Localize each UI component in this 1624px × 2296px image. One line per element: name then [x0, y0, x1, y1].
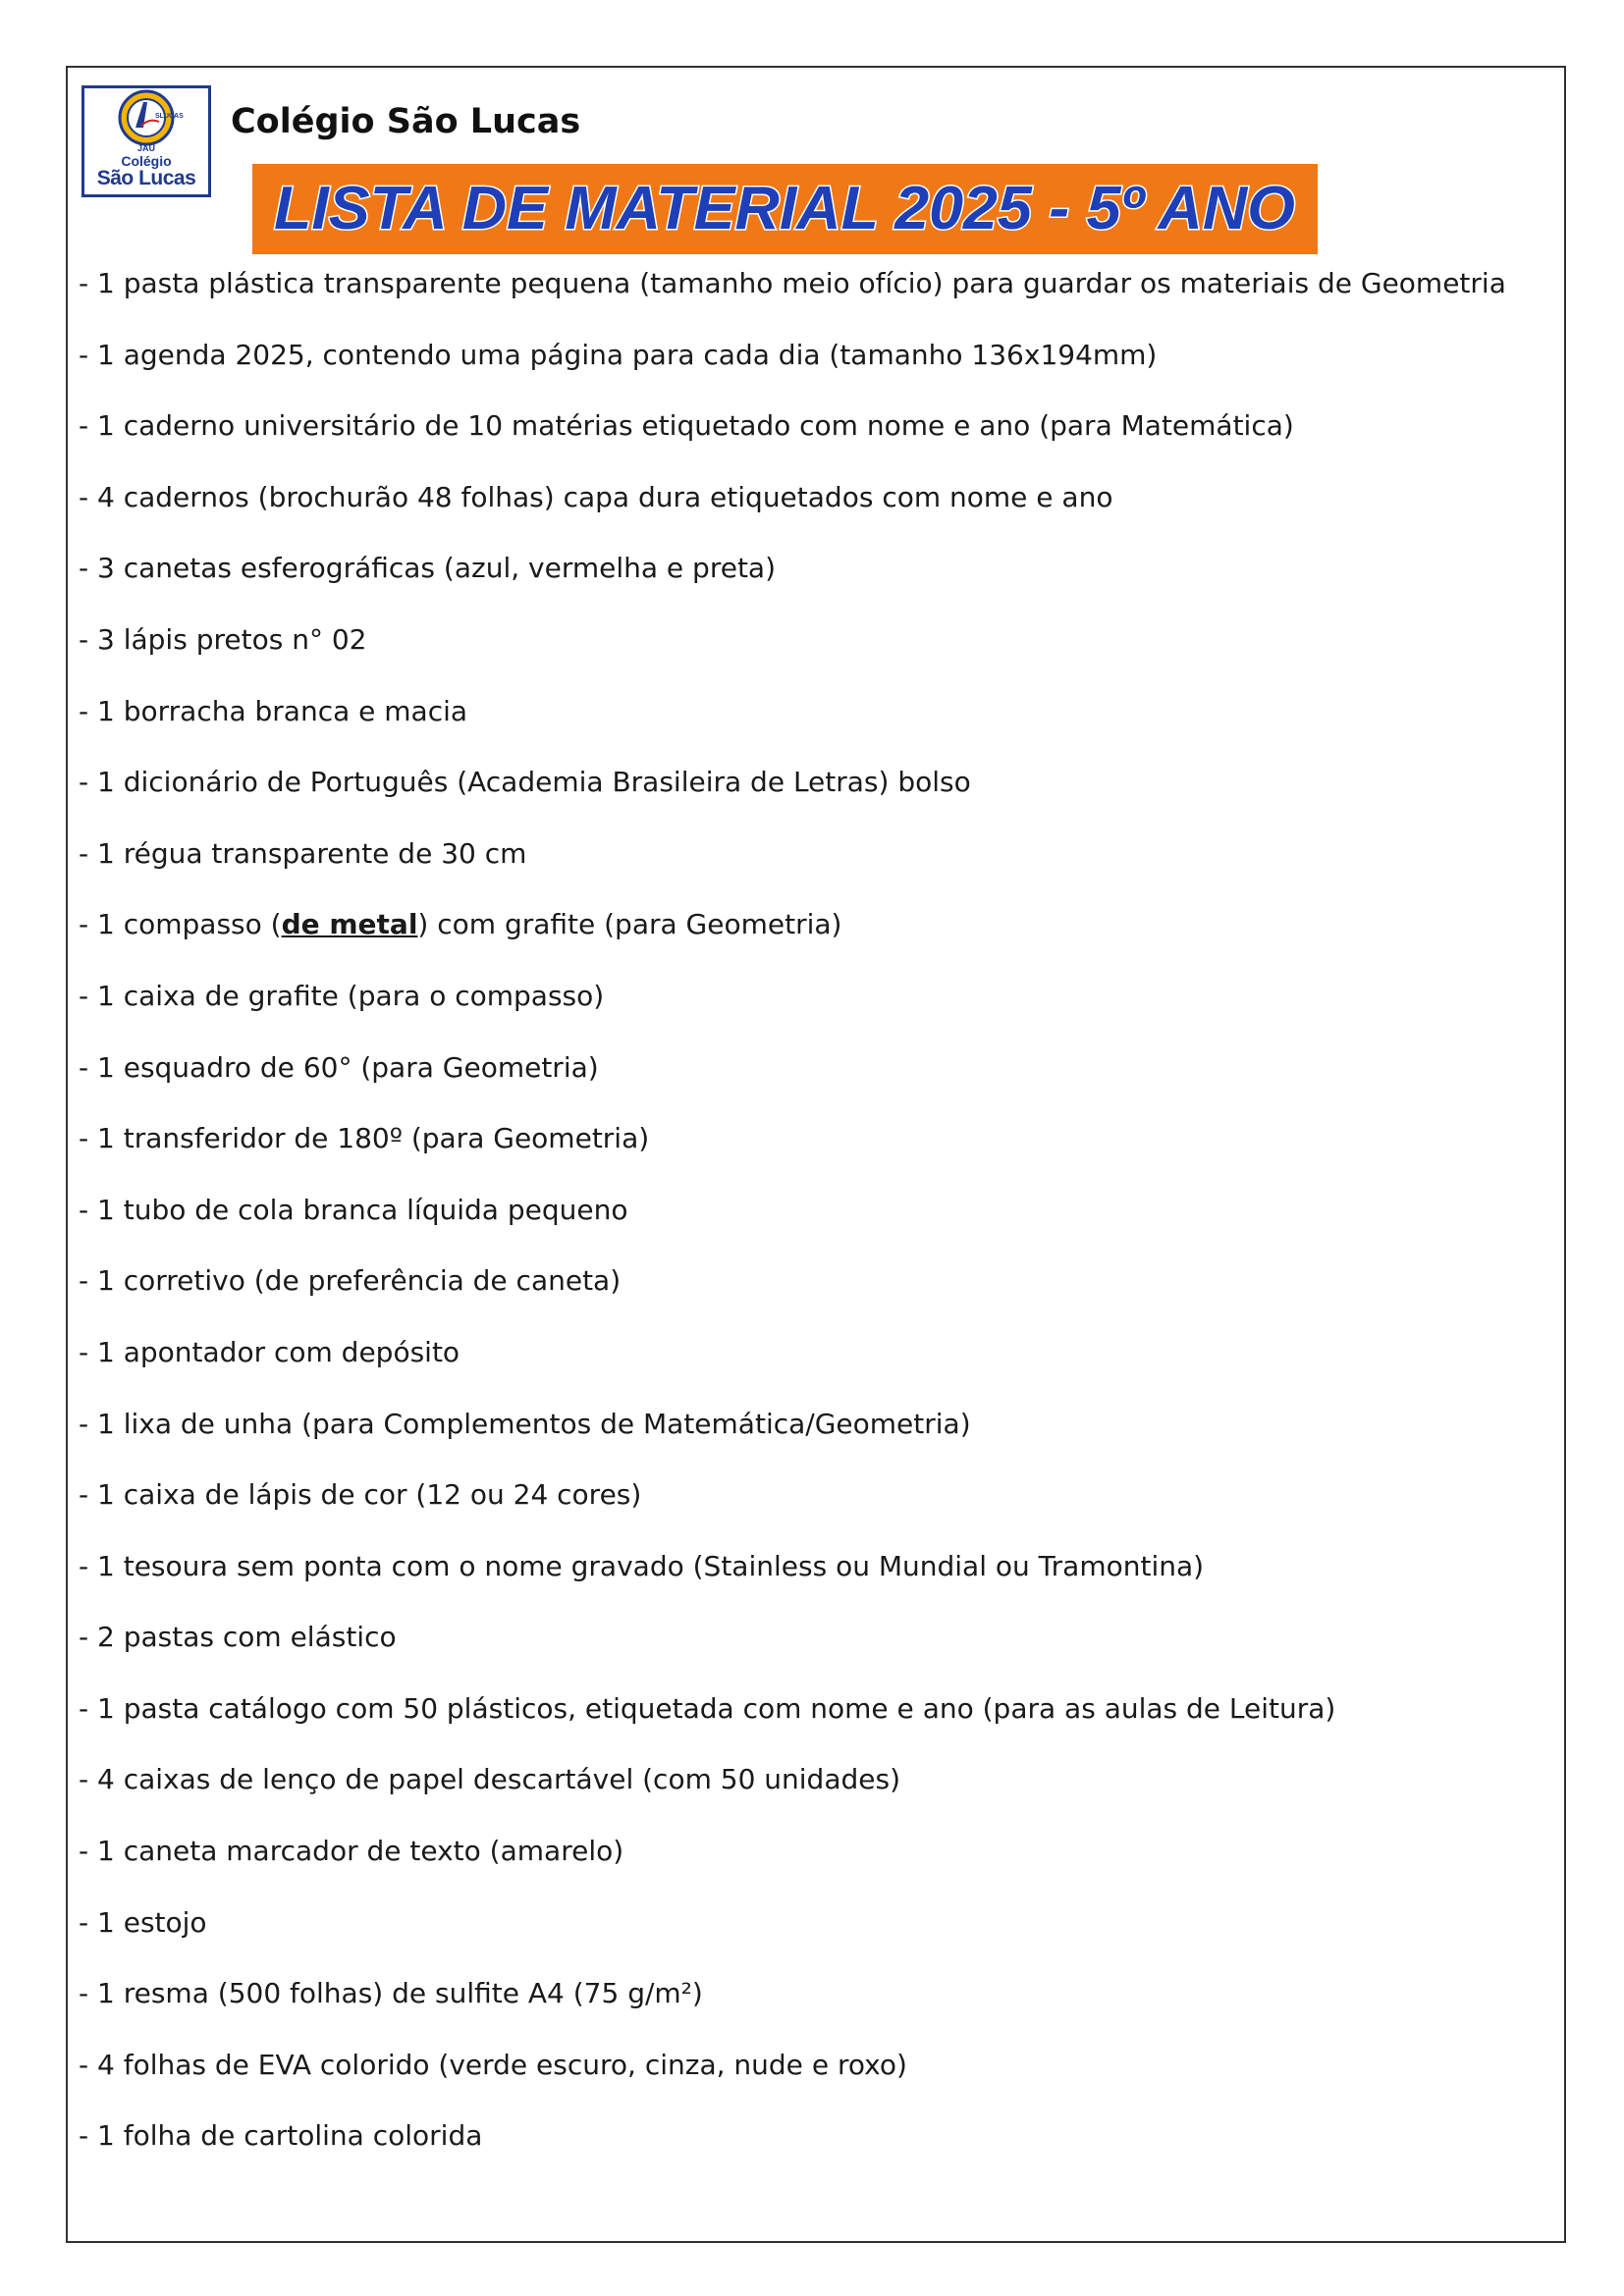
list-item-text-after: ) com grafite (para Geometria): [417, 908, 842, 941]
logo-line2-text: São Lucas: [96, 167, 196, 189]
list-item: - 1 tesoura sem ponta com o nome gravado (Stainless ou Mundial ou Tramontina): [79, 1549, 1205, 1582]
list-item: - 1 pasta catálogo com 50 plásticos, etiquetada com nome e ano (para as aulas de Leitura): [79, 1691, 1336, 1725]
list-item: - 1 esquadro de 60° (para Geometria): [79, 1050, 599, 1084]
title-banner: [252, 164, 1318, 254]
title-svg: [252, 164, 1318, 254]
list-item: - 1 dicionário de Português (Academia Brasileira de Letras) bolso: [79, 766, 971, 799]
list-item: - 1 régua transparente de 30 cm: [79, 836, 527, 870]
list-item: - 4 folhas de EVA colorido (verde escuro, cinza, nude e roxo): [79, 2048, 907, 2081]
list-item: - 1 caneta marcador de texto (amarelo): [79, 1835, 624, 1868]
list-item: - 1 lixa de unha (para Complementos de Matemática/Geometria): [79, 1407, 971, 1440]
list-item: - 3 lápis pretos n° 02: [79, 622, 367, 656]
list-item: - 3 canetas esferográficas (azul, vermelha e preta): [79, 552, 777, 585]
list-item: - 1 transferidor de 180º (para Geometria): [79, 1122, 650, 1155]
list-item: - 1 caderno universitário de 10 matérias etiquetado com nome e ano (para Matemática): [79, 409, 1294, 443]
page-title: LISTA DE MATERIAL 2025 - 5º ANO: [274, 175, 1295, 242]
list-item: - 1 corretivo (de preferência de caneta): [79, 1264, 622, 1298]
list-item: - 1 resma (500 folhas) de sulfite A4 (75 g/m²): [79, 1977, 703, 2010]
logo-line1-text: Colégio: [121, 153, 172, 169]
list-item: - 1 agenda 2025, contendo uma página para cada dia (tamanho 136x194mm): [79, 338, 1158, 371]
material-list: [79, 264, 1542, 2188]
list-item: - 1 apontador com depósito: [79, 1335, 460, 1368]
logo-city-text: JAÚ: [136, 143, 155, 153]
school-logo: [81, 85, 211, 197]
list-item: - 1 estojo: [79, 1905, 207, 1939]
list-item: - 1 borracha branca e macia: [79, 694, 468, 727]
list-item: - 1 caixa de grafite (para o compasso): [79, 979, 605, 1012]
list-item: - 1 tubo de cola branca líquida pequeno: [79, 1193, 628, 1226]
list-item: - 2 pastas com elástico: [79, 1621, 397, 1654]
school-name: Colégio São Lucas: [231, 102, 581, 141]
list-item: - 4 cadernos (brochurão 48 folhas) capa dura etiquetados com nome e ano: [79, 480, 1113, 513]
list-item-text-before: - 1 compasso (: [79, 908, 282, 941]
list-item-emphasis: de metal: [281, 908, 418, 941]
list-item: - 1 folha de cartolina colorida: [79, 2119, 483, 2153]
list-item: - 1 caixa de lápis de cor (12 ou 24 cores): [79, 1478, 642, 1512]
list-item: - 1 pasta plástica transparente pequena (tamanho meio ofício) para guardar os materiais de Geometria: [79, 267, 1506, 299]
list-item: [79, 905, 1542, 977]
logo-emblem-text: SLUCAS: [155, 113, 184, 120]
list-item: - 4 caixas de lenço de papel descartável (com 50 unidades): [79, 1763, 900, 1796]
